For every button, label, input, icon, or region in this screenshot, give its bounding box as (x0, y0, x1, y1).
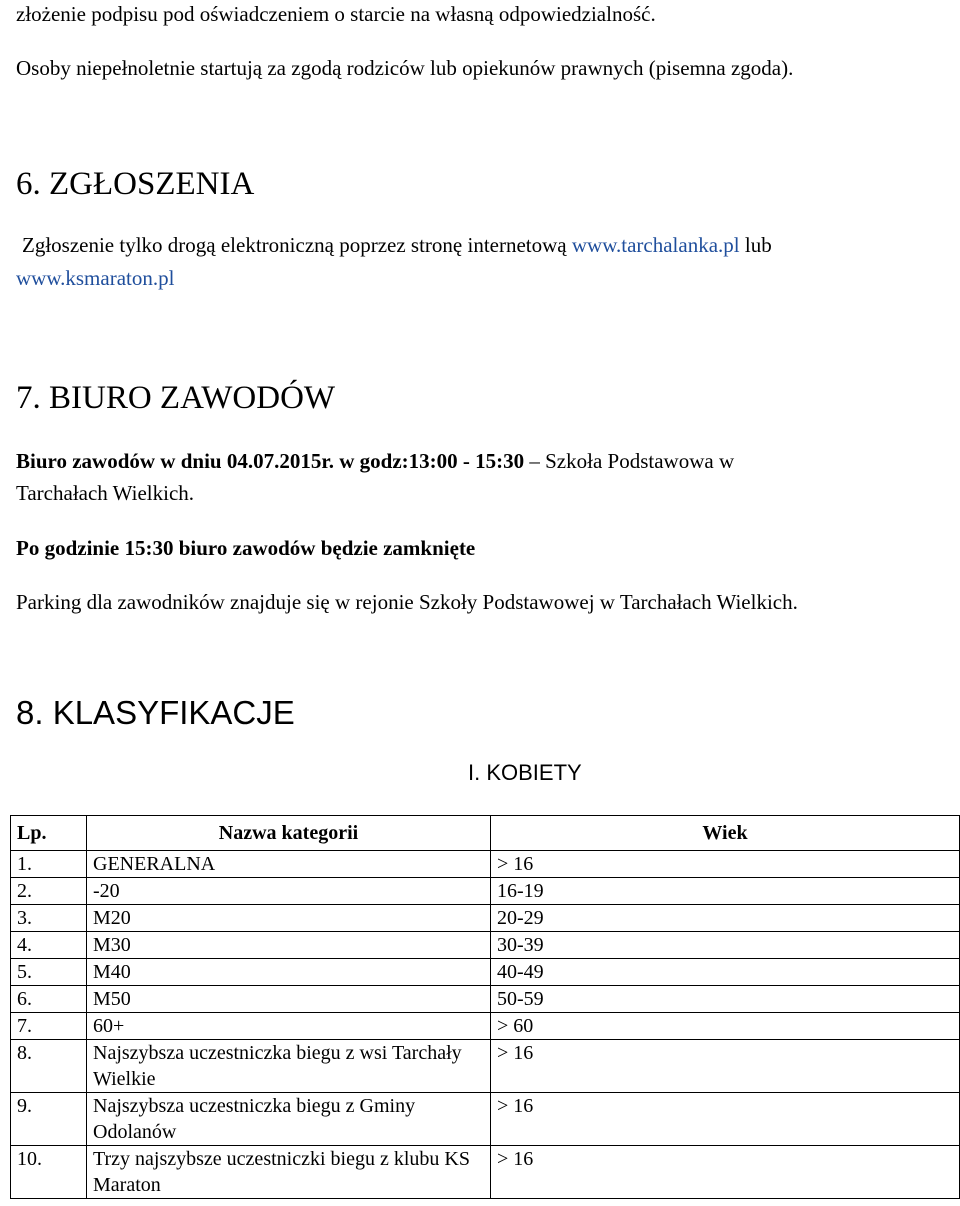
row-age: > 16 (491, 1146, 960, 1199)
header-lp: Lp. (11, 816, 87, 851)
row-category-name: Trzy najszybsze uczestniczki biegu z klubu KS Maraton (87, 1146, 491, 1199)
section-8-heading: 8. KLASYFIKACJE (16, 694, 295, 731)
row-category-name: 60+ (87, 1013, 491, 1040)
row-lp: 4. (11, 932, 87, 959)
header-category-name: Nazwa kategorii (87, 816, 491, 851)
table-row (11, 1040, 960, 1093)
table-row (11, 851, 960, 878)
office-closing-note: Po godzinie 15:30 biuro zawodów będzie zamknięte (16, 536, 476, 560)
row-category-name: GENERALNA (87, 851, 491, 878)
office-hours-bold: Biuro zawodów w dniu 04.07.2015r. w godz:13:00 - 15:30 (16, 449, 525, 473)
row-category-name: M20 (87, 905, 491, 932)
parking-info: Parking dla zawodników znajduje się w rejonie Szkoły Podstawowej w Tarchałach Wielkich. (16, 590, 798, 614)
row-category-name: M30 (87, 932, 491, 959)
row-age: > 60 (491, 1013, 960, 1040)
row-age: 40-49 (491, 959, 960, 986)
table-row (11, 1146, 960, 1199)
office-place: Szkoła Podstawowa w (545, 449, 735, 473)
row-age: > 16 (491, 1040, 960, 1093)
office-place-line-2: Tarchałach Wielkich. (16, 481, 195, 505)
table-row (11, 1013, 960, 1040)
table-header-row (11, 816, 960, 851)
row-lp: 8. (11, 1040, 87, 1093)
row-category-name: Najszybsza uczestniczka biegu z wsi Tarchały Wielkie (87, 1040, 491, 1093)
row-age: > 16 (491, 1093, 960, 1146)
row-lp: 7. (11, 1013, 87, 1040)
row-category-name: -20 (87, 878, 491, 905)
row-age: 50-59 (491, 986, 960, 1013)
row-lp: 9. (11, 1093, 87, 1146)
intro-line-2: Osoby niepełnoletnie startują za zgodą rodziców lub opiekunów prawnych (pisemna zgoda). (16, 56, 794, 80)
row-lp: 5. (11, 959, 87, 986)
row-age: > 16 (491, 851, 960, 878)
table-title-women: I. KOBIETY (468, 760, 582, 785)
row-age: 30-39 (491, 932, 960, 959)
header-age: Wiek (491, 816, 960, 851)
row-lp: 1. (11, 851, 87, 878)
table-row (11, 878, 960, 905)
registration-or: lub (744, 233, 772, 257)
row-lp: 6. (11, 986, 87, 1013)
row-lp: 3. (11, 905, 87, 932)
intro-line-1: złożenie podpisu pod oświadczeniem o starcie na własną odpowiedzialność. (16, 2, 656, 26)
ksmaraton-link[interactable]: www.ksmaraton.pl (16, 266, 175, 290)
office-hours-line (16, 449, 734, 474)
section-7-heading: 7. BIURO ZAWODÓW (16, 380, 336, 416)
section-6-text (22, 233, 772, 258)
table-row (11, 986, 960, 1013)
row-age: 20-29 (491, 905, 960, 932)
tarchalanka-link[interactable]: www.tarchalanka.pl (571, 233, 740, 257)
row-age: 16-19 (491, 878, 960, 905)
row-category-name: M50 (87, 986, 491, 1013)
table-row (11, 959, 960, 986)
office-dash: – (529, 449, 540, 473)
row-lp: 10. (11, 1146, 87, 1199)
table-row (11, 1093, 960, 1146)
section-6-heading: 6. ZGŁOSZENIA (16, 166, 255, 202)
row-category-name: M40 (87, 959, 491, 986)
registration-text: Zgłoszenie tylko drogą elektroniczną poprzez stronę internetową (22, 233, 567, 257)
classification-table (10, 815, 960, 1199)
table-row (11, 905, 960, 932)
table-row (11, 932, 960, 959)
row-lp: 2. (11, 878, 87, 905)
row-category-name: Najszybsza uczestniczka biegu z Gminy Odolanów (87, 1093, 491, 1146)
